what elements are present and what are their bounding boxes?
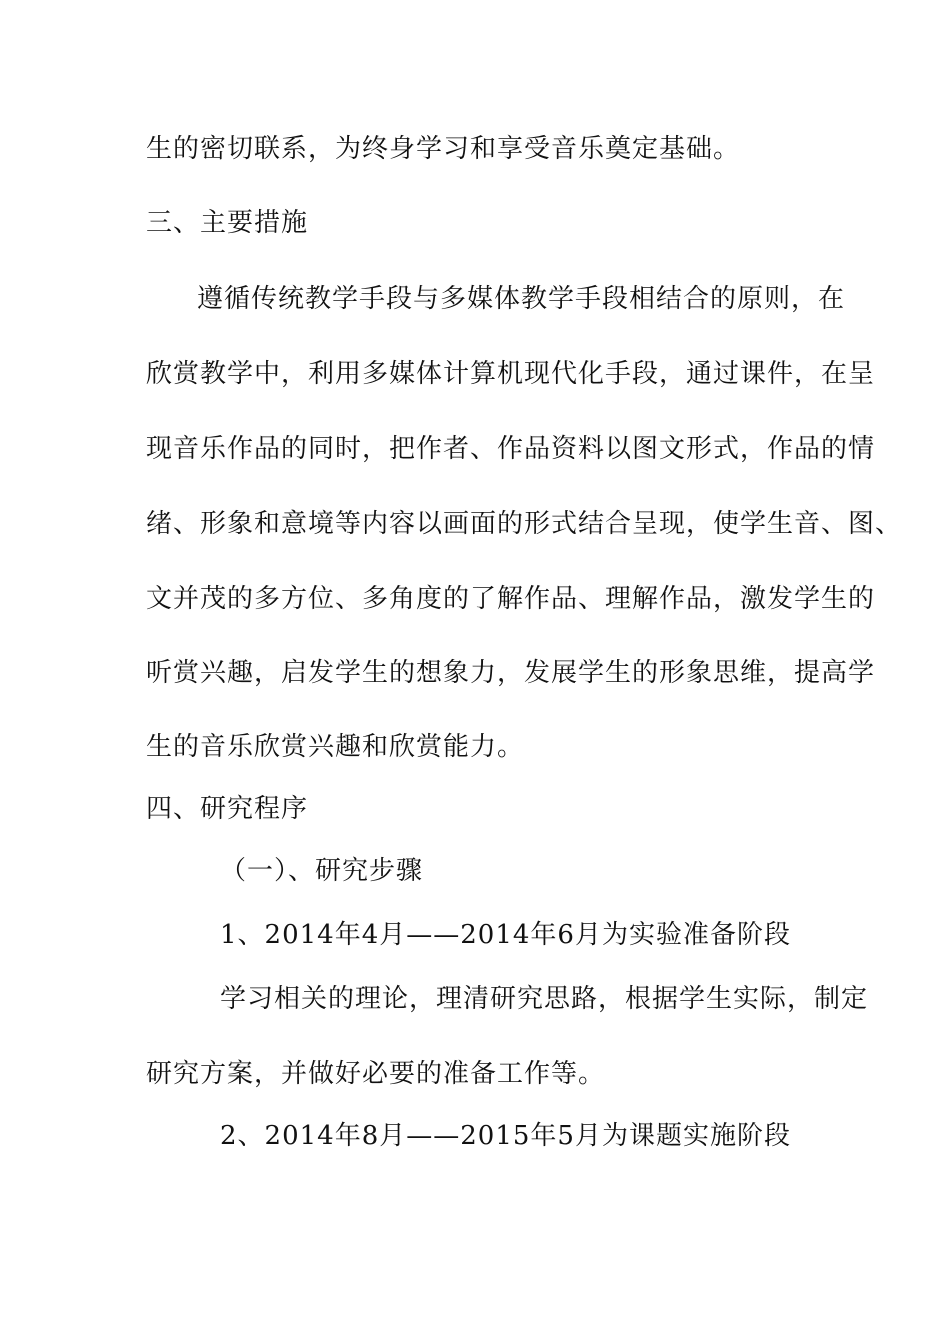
section-heading-research-procedure: 四、研究程序 [146, 794, 309, 824]
paragraph-line: 现音乐作品的同时，把作者、作品资料以图文形式，作品的情 [146, 434, 876, 464]
step-heading-1: 1、2014年4月——2014年6月为实验准备阶段 [220, 920, 791, 950]
step-heading-2: 2、2014年8月——2015年5月为课题实施阶段 [220, 1121, 791, 1151]
paragraph-line: 绪、形象和意境等内容以画面的形式结合呈现，使学生音、图、 [146, 509, 903, 539]
subsection-heading-research-steps: （一）、研究步骤 [220, 856, 424, 886]
paragraph-line: 生的音乐欣赏兴趣和欣赏能力。 [146, 732, 525, 762]
paragraph-line: 遵循传统教学手段与多媒体教学手段相结合的原则，在 [197, 284, 846, 314]
paragraph-line: 欣赏教学中，利用多媒体计算机现代化手段，通过课件，在呈 [146, 359, 876, 389]
paragraph-line: 生的密切联系，为终身学习和享受音乐奠定基础。 [146, 134, 741, 164]
paragraph-line: 听赏兴趣，启发学生的想象力，发展学生的形象思维，提高学 [146, 658, 876, 688]
section-heading-main-measures: 三、主要措施 [146, 208, 309, 238]
paragraph-line: 文并茂的多方位、多角度的了解作品、理解作品，激发学生的 [146, 584, 876, 614]
paragraph-line: 研究方案，并做好必要的准备工作等。 [146, 1059, 606, 1089]
paragraph-line: 学习相关的理论，理清研究思路，根据学生实际，制定 [220, 984, 869, 1014]
